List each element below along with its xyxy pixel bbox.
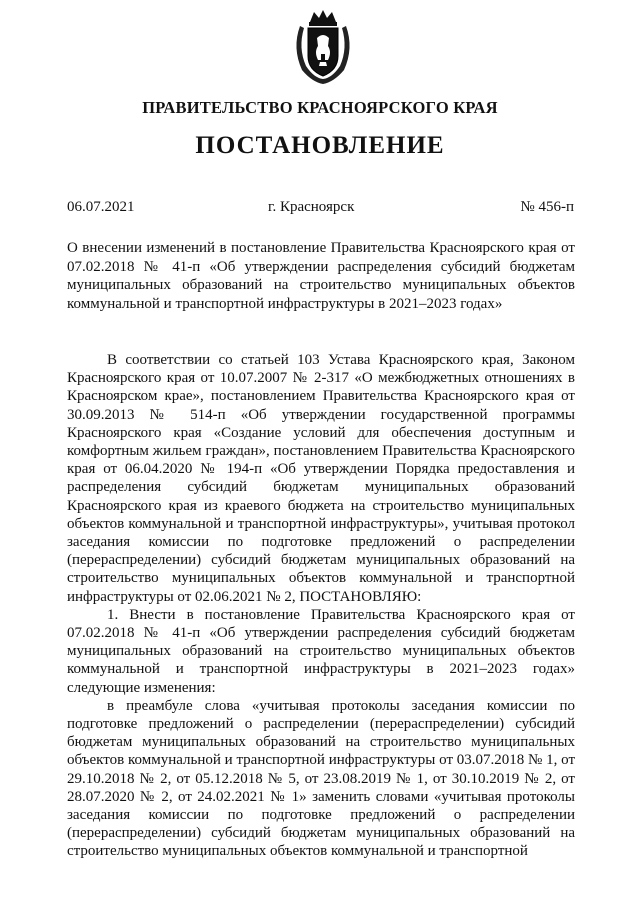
document-type-title: ПОСТАНОВЛЕНИЕ	[195, 132, 445, 159]
body-paragraph-2: 1. Внести в постановление Правительства Красноярского края от 07.02.2018 № 41-п «Об утверждении распределения субсидий бюджетам муниципальных образований на строительство муниципальных объектов коммунальной и транспортной инфраструктуры в 2021–2023 годах» следующие изменения:	[67, 606, 575, 696]
krasnoyarsk-coat-of-arms-icon	[290, 8, 356, 86]
body-paragraph-3: в преамбуле слова «учитывая протоколы заседания комиссии по подготовке предложений о распределении (перераспределении) субсидий бюджетам муниципальных образований на строительство муниципальных объектов коммунальной и транспортной инфраструктуры от 03.07.2018 № 1, от 29.10.2018 № 2, от 05.12.2018 № 5, от 23.08.2019 № 1, от 30.10.2019 № 2, от 28.07.2020 № 2, от 24.02.2021 № 1» заменить словами «учитывая протоколы заседания комиссии по подготовке предложений о распределении (перераспределении) субсидий бюджетам муниципальных образований на строительство муниципальных объектов коммунальной и транспортной	[67, 697, 575, 860]
document-number: № 456-п	[520, 199, 574, 215]
document-subject: О внесении изменений в постановление Правительства Красноярского края от 07.02.2018 № 41-п «Об утверждении распределения субсидий бюджетам муниципальных образований на строительство муниципальных объектов коммунальной и транспортной инфраструктуры в 2021–2023 годах»	[67, 240, 575, 312]
organization-title: ПРАВИТЕЛЬСТВО КРАСНОЯРСКОГО КРАЯ	[142, 98, 498, 117]
document-date: 06.07.2021	[67, 199, 135, 215]
document-body	[67, 351, 575, 861]
body-paragraph-1: В соответствии со статьей 103 Устава Красноярского края, Законом Красноярского края от 10.07.2007 № 2-317 «О межбюджетных отношениях в Красноярском крае», постановлением Правительства Красноярского края от 30.09.2013 № 514-п «Об утверждении государственной программы Красноярского края «Создание условий для обеспечения доступным и комфортным жильем граждан», постановлением Правительства Красноярского края от 06.04.2020 № 194-п «Об утверждении Порядка предоставления и распределения субсидий бюджетам муниципальных образований Красноярского края из краевого бюджета на строительство муниципальных объектов коммунальной и транспортной инфраструктуры», учитывая протокол заседания комиссии по подготовке предложений о распределении (перераспределении) субсидий бюджетам муниципальных образований на строительство муниципальных объектов коммунальной и транспортной инфраструктуры от 02.06.2021 № 2, ПОСТАНОВЛЯЮ:	[67, 352, 575, 605]
document-city: г. Красноярск	[268, 199, 355, 215]
